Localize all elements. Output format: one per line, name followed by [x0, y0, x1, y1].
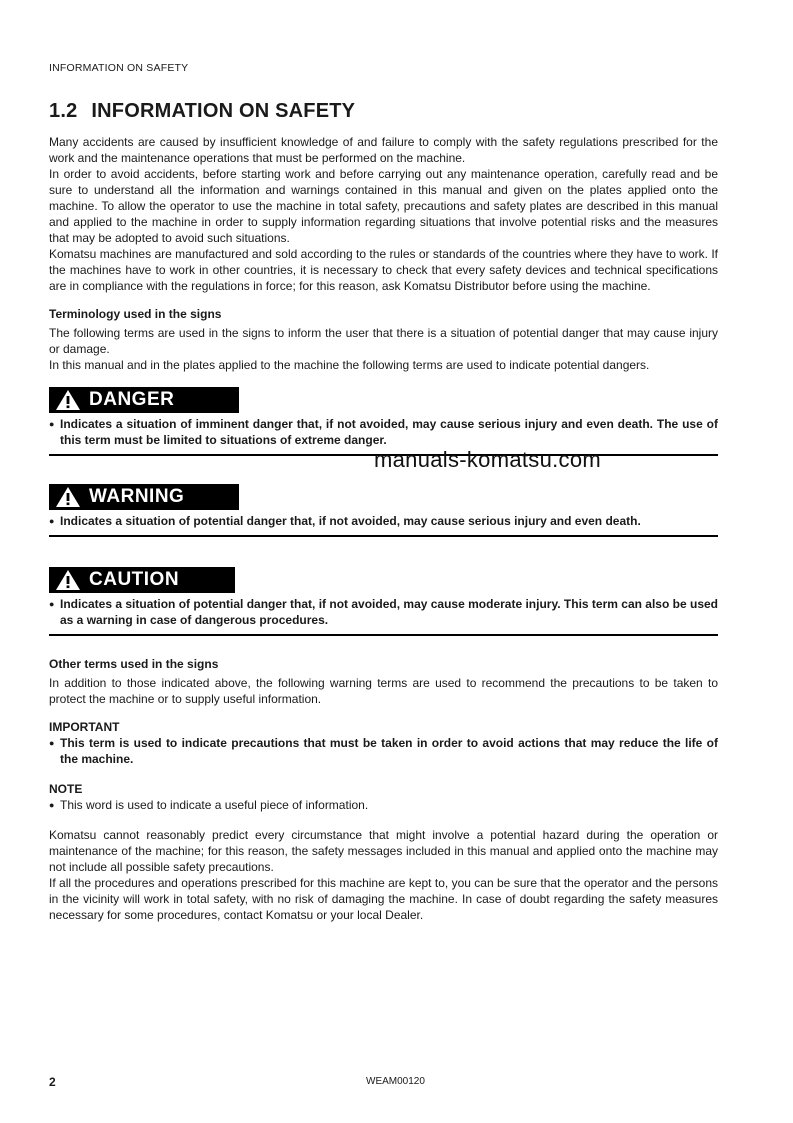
important-description: [49, 735, 718, 767]
warning-triangle-icon: [55, 486, 81, 508]
other-terms-paragraph: In addition to those indicated above, the following warning terms are used to recommend the precautions to be taken to protect the machine or to supply useful information.: [49, 676, 718, 706]
terminology-paragraph: The following terms are used in the signs to inform the user that there is a situation of potential danger that may cause injury or damage.: [49, 326, 718, 356]
bullet-dot-icon: ●: [49, 516, 55, 526]
intro-paragraph: Komatsu machines are manufactured and sold according to the rules or standards of the countries where they have to work. If the machines have to work in other countries, it is necessary to check that every safety devices and technical specifications are in compliance with the regulations in force; for this reason, ask Komatsu Distributor before using the machine.: [49, 247, 718, 293]
bullet-dot-icon: ●: [49, 800, 55, 810]
danger-description: [49, 416, 718, 448]
danger-label-text: DANGER: [89, 389, 175, 410]
note-description: [49, 797, 718, 813]
closing-paragraph: Komatsu cannot reasonably predict every circumstance that might involve a potential hazard during the operation or maintenance of the machine; for this reason, the safety messages included in this manual and applied onto the machine may not include all possible safety precautions.: [49, 828, 718, 874]
warning-triangle-icon: [55, 569, 81, 591]
section-title: [49, 100, 355, 123]
closing-paragraph: If all the procedures and operations prescribed for this machine are kept to, you can be sure that the operator and the persons in the vicinity will work in total safety, with no risk of damaging the machine. In case of doubt regarding the safety measures necessary for some procedures, contact Komatsu or your local Dealer.: [49, 876, 718, 922]
page-number: 2: [49, 1075, 56, 1089]
terminology-paragraph: In this manual and in the plates applied to the machine the following terms are used to indicate potential dangers.: [49, 358, 650, 372]
caution-divider: [49, 634, 718, 636]
document-code: WEAM00120: [366, 1076, 425, 1087]
warning-triangle-icon: [55, 389, 81, 411]
warning-divider: [49, 535, 718, 537]
danger-label: [49, 387, 239, 413]
note-heading: NOTE: [49, 782, 83, 796]
page-body: [49, 134, 718, 923]
bullet-dot-icon: ●: [49, 419, 55, 429]
note-description-text: This word is used to indicate a useful piece of information.: [60, 798, 369, 812]
caution-label: [49, 567, 235, 593]
section-number: 1.2: [49, 100, 78, 122]
watermark-text: manuals-komatsu.com: [374, 447, 601, 472]
warning-description: [49, 513, 718, 529]
caution-label-text: CAUTION: [89, 569, 180, 590]
intro-paragraph: Many accidents are caused by insufficient knowledge of and failure to comply with the safety regulations prescribed for the work and the maintenance operations that must be performed on the machine.: [49, 135, 718, 165]
important-heading: IMPORTANT: [49, 720, 120, 734]
danger-description-text: Indicates a situation of imminent danger that, if not avoided, may cause serious injury and even death. The use of this term must be limited to situations of extreme danger.: [60, 417, 718, 447]
running-header: INFORMATION ON SAFETY: [49, 62, 189, 74]
intro-paragraph: In order to avoid accidents, before starting work and before carrying out any maintenance operation, carefully read and be sure to understand all the information and warnings contained in this manual and given on the plates applied onto the machine. To allow the operator to use the machine in total safety, precautions and safety plates are described in this manual and applied to the machine in order to supply information regarding situations that involve potential risks and the measures that may be adopted to avoid such situations.: [49, 167, 718, 245]
warning-label-text: WARNING: [89, 486, 185, 507]
warning-description-text: Indicates a situation of potential danger that, if not avoided, may cause serious injury and even death.: [60, 514, 641, 528]
caution-description: [49, 596, 718, 628]
section-title-text: INFORMATION ON SAFETY: [91, 100, 356, 122]
terminology-heading: Terminology used in the signs: [49, 307, 222, 321]
bullet-dot-icon: ●: [49, 599, 55, 609]
important-description-text: This term is used to indicate precautions that must be taken in order to avoid actions that may reduce the life of the machine.: [60, 736, 718, 766]
other-terms-heading: Other terms used in the signs: [49, 657, 219, 671]
warning-label: [49, 484, 239, 510]
bullet-dot-icon: ●: [49, 738, 55, 748]
caution-description-text: Indicates a situation of potential danger that, if not avoided, may cause moderate injury. This term can also be used as a warning in case of dangerous procedures.: [60, 597, 718, 627]
